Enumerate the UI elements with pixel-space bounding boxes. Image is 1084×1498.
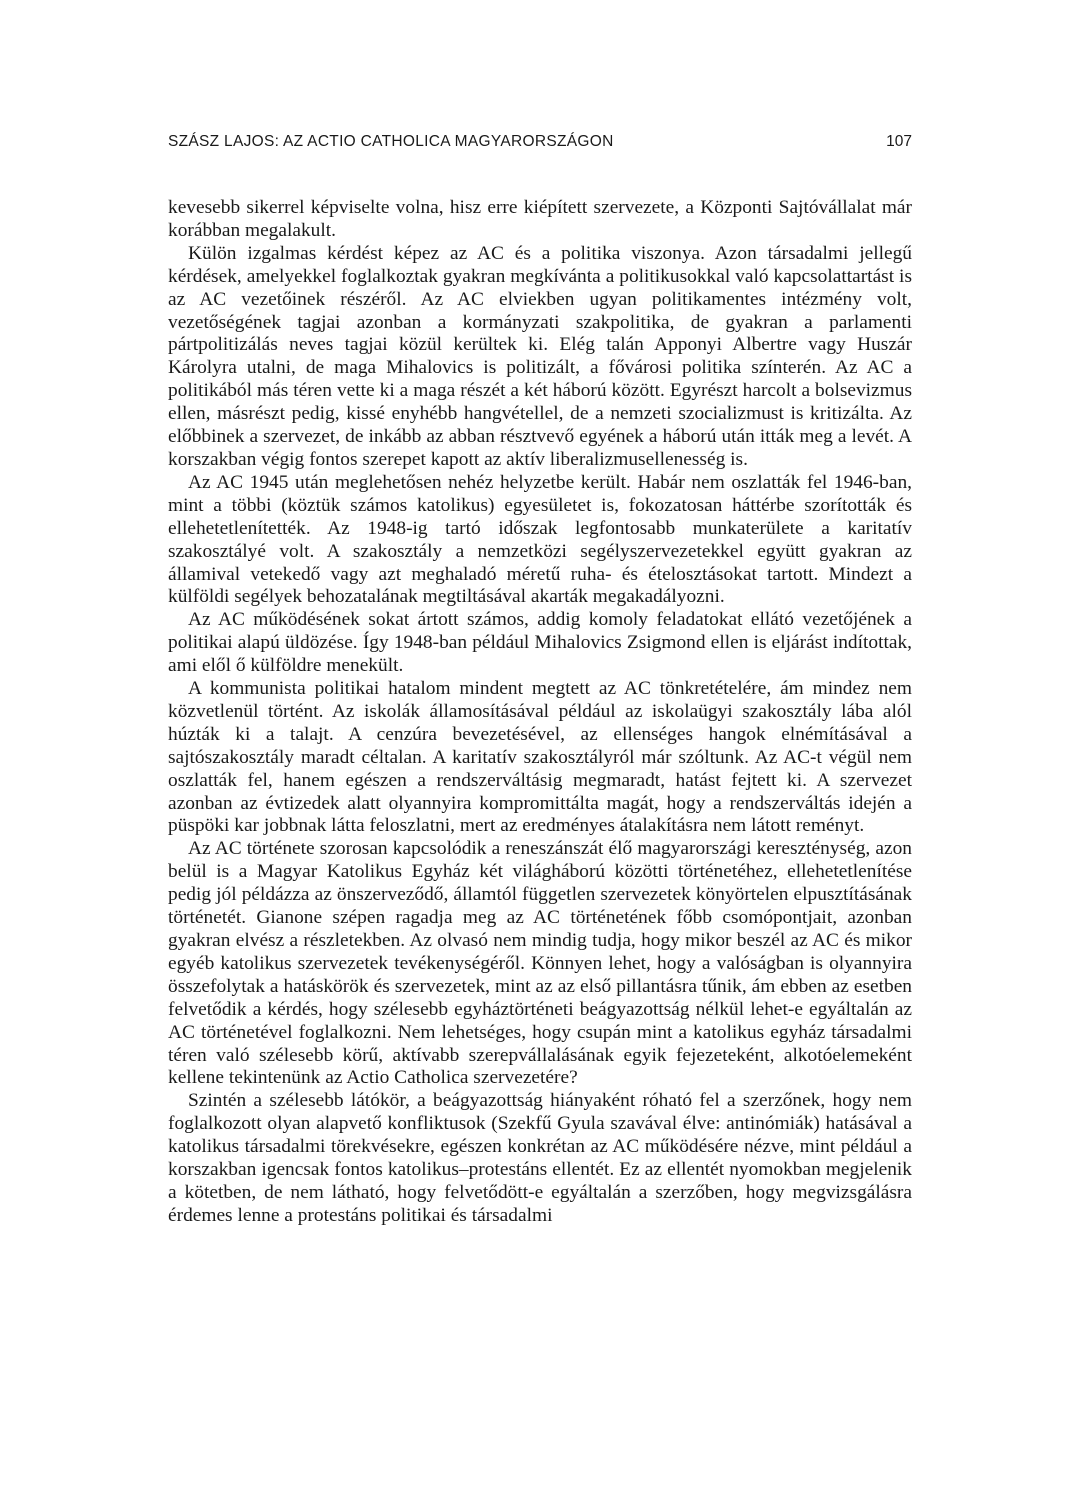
paragraph: Külön izgalmas kérdést képez az AC és a politika viszonya. Azon társadalmi jellegű kérdések, amelyekkel foglalkoztak gyakran megkívánta a politikusokkal való kapcsolattartást is az AC vezetőinek részéről. Az AC elviekben ugyan politikamentes intézmény volt, vezetőségének tagjai azonban a kormányzati szakpolitika, de gyakran a parlamenti pártpolitizálás neves tagjai közül kerültek ki. Elég talán Apponyi Albertre vagy Huszár Károlyra utalni, de maga Mihalovics is politizált, a fővárosi politika színterén. Az AC a politikából más téren vette ki a maga részét a két háború között. Egyrészt harcolt a bolsevizmus ellen, másrészt pedig, kissé enyhébb hangvétellel, de a nemzeti szocializmust is kritizálta. Az előbbinek a szervezet, de inkább az abban résztvevő egyének a háború után itták meg a levét. A korszakban végig fontos szerepet kapott az aktív liberalizmusellenesség is. <box>168 242 912 470</box>
document-page <box>168 0 912 1498</box>
paragraph: Szintén a szélesebb látókör, a beágyazottság hiányaként róható fel a szerzőnek, hogy nem foglalkozott olyan alapvető konfliktusok (Szekfű Gyula szavával élve: antinómiák) hatásával a katolikus társadalmi törekvésekre, egészen konkrétan az AC működésére nézve, mint például a korszakban igencsak fontos katolikus–protestáns ellentét. Ez az ellentét nyomokban megjelenik a kötetben, de nem látható, hogy felvetődött-e egyáltalán a szerzőben, hogy megvizsgálásra érdemes lenne a protestáns politikai és társadalmi <box>168 1090 912 1226</box>
paragraph: Az AC története szorosan kapcsolódik a reneszánszát élő magyarországi kereszténység, azon belül is a Magyar Katolikus Egyház két világháború közötti történetéhez, ellehetetlenítése pedig jól példázza az önszerveződő, államtól független szervezetek könyörtelen elpusztításának történetét. Gianone szépen ragadja meg az AC történetének főbb csomópontjait, azonban gyakran elvész a részletekben. Az olvasó nem mindig tudja, hogy mikor beszél az AC és mikor egyéb katolikus szervezetek tevékenységéről. Könnyen lehet, hogy a valóságban is olyannyira összefolytak a hatáskörök és szervezetek, mint az az első pillantásra tűnik, ám ebben az esetben felvetődik a kérdés, hogy szélesebb egyháztörténeti beágyazottság nélkül lehet-e egyáltalán az AC történetével foglalkozni. Nem lehetséges, hogy csupán mint a katolikus egyház társadalmi téren való szélesebb körű, aktívabb szerepvállalásának egyik fejezeteként, alkotóelemeként kellene tekintenünk az Actio Catholica szervezetére? <box>168 838 912 1089</box>
page-number: 107 <box>886 133 912 150</box>
paragraph: Az AC működésének sokat ártott számos, addig komoly feladatokat ellátó vezetőjének a politikai alapú üldözése. Így 1948-ban például Mihalovics Zsigmond ellen is eljárást indítottak, ami elől ő külföldre menekült. <box>168 609 912 677</box>
paragraph-continued: kevesebb sikerrel képviselte volna, hisz erre kiépített szervezete, a Központi Sajtóvállalat már korábban megalakult. <box>168 197 912 241</box>
body-text <box>168 197 912 1228</box>
running-header-title: SZÁSZ LAJOS: AZ ACTIO CATHOLICA MAGYARORSZÁGON <box>168 133 614 150</box>
paragraph: A kommunista politikai hatalom mindent megtett az AC tönkretételére, ám mindez nem közvetlenül történt. Az iskolák államosításával például az iskolaügyi szakosztály lába alól húzták ki a talajt. A cenzúra bevezetésével, az ellenséges hangok elnémításával a sajtószakosztály maradt céltalan. A karitatív szakosztályról már szóltunk. Az AC-t végül nem oszlatták fel, hanem egészen a rendszerváltásig megmaradt, hatást fejtett ki. A szervezet azonban az évtizedek alatt olyannyira kompromittálta magát, hogy a rendszerváltás idején a püspöki kar jobbnak látta feloszlatni, mert az eredményes átalakításra nem látott reményt. <box>168 678 912 837</box>
paragraph: Az AC 1945 után meglehetősen nehéz helyzetbe került. Habár nem oszlatták fel 1946-ban, mint a többi (köztük számos katolikus) egyesületet is, fokozatosan háttérbe szorították és ellehetetlenítették. Az 1948-ig tartó időszak legfontosabb munkaterülete a karitatív szakosztályé volt. A szakosztály a nemzetközi segélyszervezetekkel együtt gyakran az államival vetekedő vagy azt meghaladó méretű ruha- és ételosztásokat tartott. Mindezt a külföldi segélyek behozatalának megtiltásával akarták megakadályozni. <box>168 471 912 608</box>
running-header <box>168 133 912 155</box>
